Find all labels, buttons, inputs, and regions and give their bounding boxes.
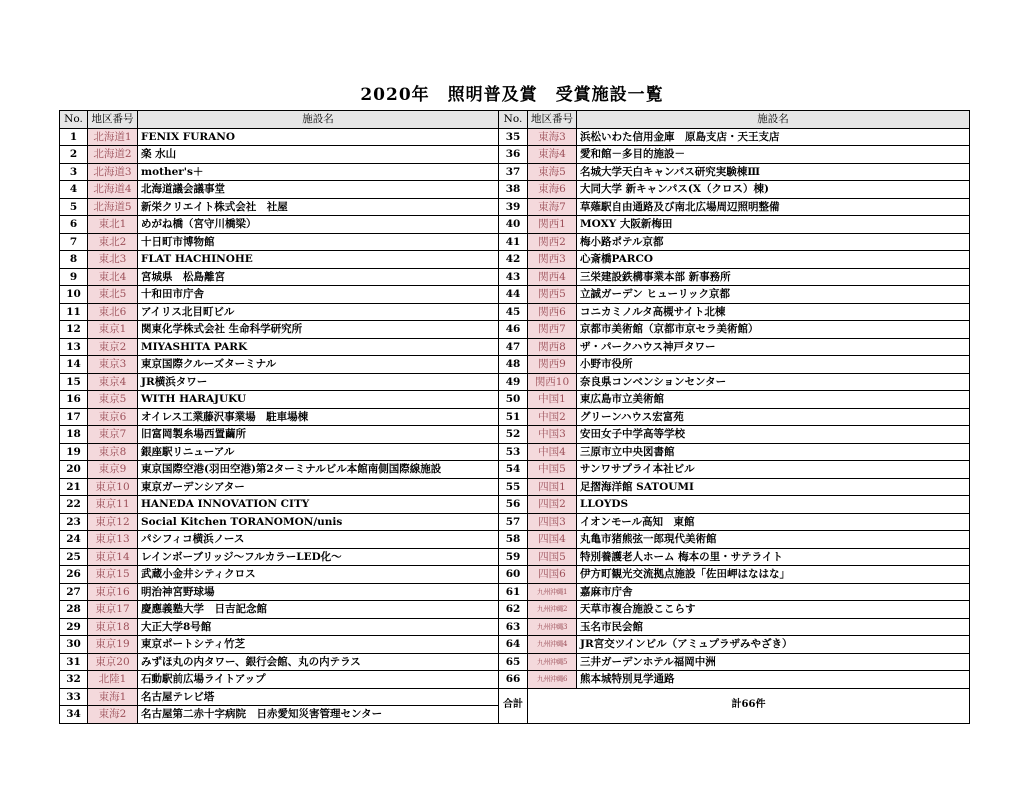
row-number: 39 xyxy=(499,198,528,216)
facility-name: 小野市役所 xyxy=(577,356,970,374)
district-code: 九州沖縄1 xyxy=(528,583,577,601)
table-row xyxy=(499,548,970,566)
district-code: 東北6 xyxy=(88,303,138,321)
facility-name: 嘉麻市庁舎 xyxy=(577,583,970,601)
table-row xyxy=(499,531,970,549)
district-code: 関西9 xyxy=(528,356,577,374)
table-row xyxy=(60,618,499,636)
district-code: 東海4 xyxy=(528,146,577,164)
facility-name: FLAT HACHINOHE xyxy=(138,251,499,269)
facility-name: コニカミノルタ高槻サイト北棟 xyxy=(577,303,970,321)
row-number: 44 xyxy=(499,286,528,304)
facility-name: 東京ガーデンシアター xyxy=(138,478,499,496)
row-number: 14 xyxy=(60,356,88,374)
facility-name: グリーンハウス宏富苑 xyxy=(577,408,970,426)
district-code: 東海3 xyxy=(528,128,577,146)
row-number: 13 xyxy=(60,338,88,356)
row-number: 66 xyxy=(499,671,528,689)
district-code: 東海5 xyxy=(528,163,577,181)
facility-name: 天草市複合施設ここらす xyxy=(577,601,970,619)
facility-name: 十日町市博物館 xyxy=(138,233,499,251)
facility-name: 安田女子中学高等学校 xyxy=(577,426,970,444)
facility-name: 梅小路ポテル京都 xyxy=(577,233,970,251)
facility-name: 奈良県コンベンションセンター xyxy=(577,373,970,391)
row-number: 3 xyxy=(60,163,88,181)
table-row xyxy=(60,566,499,584)
row-number: 54 xyxy=(499,461,528,479)
table-row xyxy=(499,251,970,269)
table-row xyxy=(499,496,970,514)
district-code: 中国2 xyxy=(528,408,577,426)
table-row xyxy=(60,286,499,304)
row-number: 2 xyxy=(60,146,88,164)
table-row xyxy=(499,321,970,339)
facility-name: 心斎橋PARCO xyxy=(577,251,970,269)
table-row xyxy=(60,496,499,514)
district-code: 東北3 xyxy=(88,251,138,269)
table-row xyxy=(60,688,499,706)
row-number: 45 xyxy=(499,303,528,321)
district-code: 関西8 xyxy=(528,338,577,356)
row-number: 48 xyxy=(499,356,528,374)
right-table xyxy=(498,110,970,724)
row-number: 34 xyxy=(60,706,88,724)
row-number: 58 xyxy=(499,531,528,549)
district-code: 四国5 xyxy=(528,548,577,566)
row-number: 6 xyxy=(60,216,88,234)
district-code: 東京18 xyxy=(88,618,138,636)
district-code: 東北5 xyxy=(88,286,138,304)
table-row xyxy=(60,163,499,181)
district-code: 東京3 xyxy=(88,356,138,374)
row-number: 65 xyxy=(499,653,528,671)
table-row xyxy=(499,356,970,374)
row-number: 61 xyxy=(499,583,528,601)
table-row xyxy=(60,146,499,164)
district-code: 北海道1 xyxy=(88,128,138,146)
facility-name: 東京国際クルーズターミナル xyxy=(138,356,499,374)
total-label: 合計 xyxy=(499,688,528,723)
row-number: 24 xyxy=(60,531,88,549)
district-code: 関西5 xyxy=(528,286,577,304)
facility-name: めがね橋（宮守川橋梁） xyxy=(138,216,499,234)
table-row xyxy=(60,251,499,269)
row-number: 51 xyxy=(499,408,528,426)
facility-name: オイレス工業藤沢事業場 駐車場棟 xyxy=(138,408,499,426)
row-number: 60 xyxy=(499,566,528,584)
table-row xyxy=(499,181,970,199)
district-code: 東北2 xyxy=(88,233,138,251)
table-row xyxy=(60,653,499,671)
row-number: 37 xyxy=(499,163,528,181)
district-code: 東京15 xyxy=(88,566,138,584)
row-number: 52 xyxy=(499,426,528,444)
facility-name: 名古屋第二赤十字病院 日赤愛知災害管理センター xyxy=(138,706,499,724)
table-row xyxy=(60,391,499,409)
row-number: 53 xyxy=(499,443,528,461)
row-number: 15 xyxy=(60,373,88,391)
row-number: 32 xyxy=(60,671,88,689)
district-code: 九州沖縄6 xyxy=(528,671,577,689)
facility-name: 愛和館－多目的施設－ xyxy=(577,146,970,164)
district-code: 東京12 xyxy=(88,513,138,531)
facility-name: パシフィコ横浜ノース xyxy=(138,531,499,549)
facility-name: LLOYDS xyxy=(577,496,970,514)
district-code: 東京11 xyxy=(88,496,138,514)
district-code: 四国4 xyxy=(528,531,577,549)
district-code: 九州沖縄5 xyxy=(528,653,577,671)
row-number: 57 xyxy=(499,513,528,531)
table-row xyxy=(60,233,499,251)
page-title: 2020年 照明普及賞 受賞施設一覧 xyxy=(360,85,664,105)
table-row xyxy=(499,618,970,636)
facility-name: 楽 水山 xyxy=(138,146,499,164)
table-row xyxy=(60,443,499,461)
row-number: 40 xyxy=(499,216,528,234)
table-row xyxy=(499,338,970,356)
row-number: 25 xyxy=(60,548,88,566)
facility-name: 大正大学8号館 xyxy=(138,618,499,636)
table-row xyxy=(60,408,499,426)
facility-name: サンワサプライ本社ビル xyxy=(577,461,970,479)
district-code: 東京6 xyxy=(88,408,138,426)
table-row xyxy=(499,233,970,251)
row-number: 31 xyxy=(60,653,88,671)
facility-name: 北海道議会議事堂 xyxy=(138,181,499,199)
facility-name: 武蔵小金井シティクロス xyxy=(138,566,499,584)
district-code: 東京17 xyxy=(88,601,138,619)
district-code: 東京16 xyxy=(88,583,138,601)
district-code: 関西1 xyxy=(528,216,577,234)
facility-name: 十和田市庁舎 xyxy=(138,286,499,304)
facility-name: JR横浜タワー xyxy=(138,373,499,391)
facility-name: 東広島市立美術館 xyxy=(577,391,970,409)
row-number: 49 xyxy=(499,373,528,391)
district-code: 東北4 xyxy=(88,268,138,286)
facility-name: MOXY 大阪新梅田 xyxy=(577,216,970,234)
row-number: 62 xyxy=(499,601,528,619)
facility-name: 三栄建設鉄構事業本部 新事務所 xyxy=(577,268,970,286)
row-number: 16 xyxy=(60,391,88,409)
district-code: 東京10 xyxy=(88,478,138,496)
facility-name: 三井ガーデンホテル福岡中洲 xyxy=(577,653,970,671)
table-row xyxy=(499,373,970,391)
facility-name: 伊方町観光交流拠点施設「佐田岬はなはな」 xyxy=(577,566,970,584)
facility-name: 立誠ガーデン ヒューリック京都 xyxy=(577,286,970,304)
facility-name: 玉名市民会館 xyxy=(577,618,970,636)
district-code: 東海1 xyxy=(88,688,138,706)
table-row xyxy=(60,671,499,689)
district-code: 関西4 xyxy=(528,268,577,286)
table-row xyxy=(60,636,499,654)
header-facility: 施設名 xyxy=(577,111,970,129)
district-code: 東京9 xyxy=(88,461,138,479)
district-code: 東京20 xyxy=(88,653,138,671)
table-row xyxy=(60,461,499,479)
row-number: 8 xyxy=(60,251,88,269)
header-no: No. xyxy=(499,111,528,129)
table-row xyxy=(499,391,970,409)
table-row xyxy=(60,181,499,199)
district-code: 東京4 xyxy=(88,373,138,391)
header-no: No. xyxy=(60,111,88,129)
row-number: 28 xyxy=(60,601,88,619)
row-number: 5 xyxy=(60,198,88,216)
district-code: 東京19 xyxy=(88,636,138,654)
row-number: 33 xyxy=(60,688,88,706)
district-code: 九州沖縄2 xyxy=(528,601,577,619)
table-row xyxy=(499,163,970,181)
row-number: 55 xyxy=(499,478,528,496)
row-number: 20 xyxy=(60,461,88,479)
district-code: 東北1 xyxy=(88,216,138,234)
facility-name: JR宮交ツインビル（アミュプラザみやざき） xyxy=(577,636,970,654)
facility-name: 草薙駅自由通路及び南北広場周辺照明整備 xyxy=(577,198,970,216)
facility-name: 東京ポートシティ竹芝 xyxy=(138,636,499,654)
district-code: 中国1 xyxy=(528,391,577,409)
table-row xyxy=(499,671,970,689)
facility-name: 新栄クリエイト株式会社 社屋 xyxy=(138,198,499,216)
row-number: 64 xyxy=(499,636,528,654)
row-number: 10 xyxy=(60,286,88,304)
row-number: 36 xyxy=(499,146,528,164)
facility-name: アイリス北目町ビル xyxy=(138,303,499,321)
district-code: 東海7 xyxy=(528,198,577,216)
district-code: 北陸1 xyxy=(88,671,138,689)
facility-name: 明治神宮野球場 xyxy=(138,583,499,601)
facility-name: mother's＋ xyxy=(138,163,499,181)
row-number: 11 xyxy=(60,303,88,321)
header-district: 地区番号 xyxy=(88,111,138,129)
row-number: 56 xyxy=(499,496,528,514)
facility-name: 石動駅前広場ライトアップ xyxy=(138,671,499,689)
facility-name: 名古屋テレビ塔 xyxy=(138,688,499,706)
table-row xyxy=(499,286,970,304)
row-number: 21 xyxy=(60,478,88,496)
row-number: 19 xyxy=(60,443,88,461)
row-number: 35 xyxy=(499,128,528,146)
left-table xyxy=(59,110,499,724)
row-number: 50 xyxy=(499,391,528,409)
row-number: 26 xyxy=(60,566,88,584)
table-row xyxy=(60,706,499,724)
district-code: 関西3 xyxy=(528,251,577,269)
facility-name: WITH HARAJUKU xyxy=(138,391,499,409)
district-code: 中国5 xyxy=(528,461,577,479)
facility-name: FENIX FURANO xyxy=(138,128,499,146)
table-row xyxy=(60,321,499,339)
row-number: 38 xyxy=(499,181,528,199)
facility-name: 東京国際空港(羽田空港)第2ターミナルビル本館南側国際線施設 xyxy=(138,461,499,479)
row-number: 7 xyxy=(60,233,88,251)
district-code: 東海2 xyxy=(88,706,138,724)
district-code: 北海道3 xyxy=(88,163,138,181)
district-code: 四国2 xyxy=(528,496,577,514)
facility-name: 関東化学株式会社 生命科学研究所 xyxy=(138,321,499,339)
row-number: 1 xyxy=(60,128,88,146)
table-row xyxy=(60,356,499,374)
table-row xyxy=(60,513,499,531)
table-row xyxy=(499,636,970,654)
table-row xyxy=(499,653,970,671)
table-row xyxy=(499,443,970,461)
table-row xyxy=(60,531,499,549)
table-row xyxy=(499,513,970,531)
district-code: 東京2 xyxy=(88,338,138,356)
district-code: 北海道2 xyxy=(88,146,138,164)
table-row xyxy=(499,128,970,146)
district-code: 東京5 xyxy=(88,391,138,409)
facility-name: 特別養護老人ホーム 梅本の里・サテライト xyxy=(577,548,970,566)
table-row xyxy=(60,478,499,496)
district-code: 東京1 xyxy=(88,321,138,339)
row-number: 30 xyxy=(60,636,88,654)
table-row xyxy=(60,303,499,321)
district-code: 四国3 xyxy=(528,513,577,531)
facility-name: MIYASHITA PARK xyxy=(138,338,499,356)
facility-name: 三原市立中央図書館 xyxy=(577,443,970,461)
table-row xyxy=(60,601,499,619)
district-code: 関西7 xyxy=(528,321,577,339)
facility-name: 宮城県 松島離宮 xyxy=(138,268,499,286)
facility-name: みずほ丸の内タワー、銀行会館、丸の内テラス xyxy=(138,653,499,671)
table-row xyxy=(60,198,499,216)
row-number: 18 xyxy=(60,426,88,444)
district-code: 四国1 xyxy=(528,478,577,496)
row-number: 41 xyxy=(499,233,528,251)
district-code: 四国6 xyxy=(528,566,577,584)
district-code: 九州沖縄4 xyxy=(528,636,577,654)
facility-name: イオンモール高知 東館 xyxy=(577,513,970,531)
facility-name: 大同大学 新キャンパス(X（クロス）棟) xyxy=(577,181,970,199)
district-code: 北海道5 xyxy=(88,198,138,216)
table-row xyxy=(499,268,970,286)
facility-name: Social Kitchen TORANOMON/unis xyxy=(138,513,499,531)
table-row xyxy=(499,198,970,216)
table-row xyxy=(499,583,970,601)
row-number: 12 xyxy=(60,321,88,339)
row-number: 17 xyxy=(60,408,88,426)
row-number: 22 xyxy=(60,496,88,514)
total-row xyxy=(499,688,970,723)
district-code: 東京8 xyxy=(88,443,138,461)
facility-name: ザ・パークハウス神戸タワー xyxy=(577,338,970,356)
facility-name: 浜松いわた信用金庫 原島支店・天王支店 xyxy=(577,128,970,146)
facility-name: 旧富岡製糸場西置繭所 xyxy=(138,426,499,444)
district-code: 関西2 xyxy=(528,233,577,251)
facility-name: 慶應義塾大学 日吉記念館 xyxy=(138,601,499,619)
table-row xyxy=(60,373,499,391)
table-row xyxy=(499,146,970,164)
district-code: 東京14 xyxy=(88,548,138,566)
district-code: 東京13 xyxy=(88,531,138,549)
table-row xyxy=(499,426,970,444)
row-number: 59 xyxy=(499,548,528,566)
district-code: 関西6 xyxy=(528,303,577,321)
table-row xyxy=(499,408,970,426)
left-header-row xyxy=(60,111,499,129)
facility-name: 熊本城特別見学通路 xyxy=(577,671,970,689)
table-row xyxy=(60,338,499,356)
row-number: 9 xyxy=(60,268,88,286)
right-header-row xyxy=(499,111,970,129)
district-code: 東京7 xyxy=(88,426,138,444)
row-number: 4 xyxy=(60,181,88,199)
district-code: 関西10 xyxy=(528,373,577,391)
table-row xyxy=(499,566,970,584)
header-district: 地区番号 xyxy=(528,111,577,129)
district-code: 北海道4 xyxy=(88,181,138,199)
row-number: 43 xyxy=(499,268,528,286)
table-row xyxy=(60,583,499,601)
district-code: 東海6 xyxy=(528,181,577,199)
facility-name: 丸亀市猪熊弦一郎現代美術館 xyxy=(577,531,970,549)
facility-name: 名城大学天白キャンパス研究実験棟Ⅲ xyxy=(577,163,970,181)
row-number: 29 xyxy=(60,618,88,636)
table-row xyxy=(60,426,499,444)
total-value: 計66件 xyxy=(528,688,970,723)
facility-name: 足摺海洋館 SATOUMI xyxy=(577,478,970,496)
table-row xyxy=(499,601,970,619)
district-code: 九州沖縄3 xyxy=(528,618,577,636)
row-number: 27 xyxy=(60,583,88,601)
row-number: 46 xyxy=(499,321,528,339)
table-row xyxy=(499,303,970,321)
header-facility: 施設名 xyxy=(138,111,499,129)
row-number: 63 xyxy=(499,618,528,636)
table-row xyxy=(499,216,970,234)
row-number: 23 xyxy=(60,513,88,531)
table-row xyxy=(499,478,970,496)
table-row xyxy=(60,128,499,146)
table-row xyxy=(499,461,970,479)
district-code: 中国3 xyxy=(528,426,577,444)
row-number: 47 xyxy=(499,338,528,356)
district-code: 中国4 xyxy=(528,443,577,461)
table-row xyxy=(60,216,499,234)
facility-name: レインボーブリッジ〜フルカラーLED化〜 xyxy=(138,548,499,566)
row-number: 42 xyxy=(499,251,528,269)
facility-name: HANEDA INNOVATION CITY xyxy=(138,496,499,514)
table-row xyxy=(60,268,499,286)
table-row xyxy=(60,548,499,566)
facility-name: 京都市美術館（京都市京セラ美術館） xyxy=(577,321,970,339)
facility-name: 銀座駅リニューアル xyxy=(138,443,499,461)
